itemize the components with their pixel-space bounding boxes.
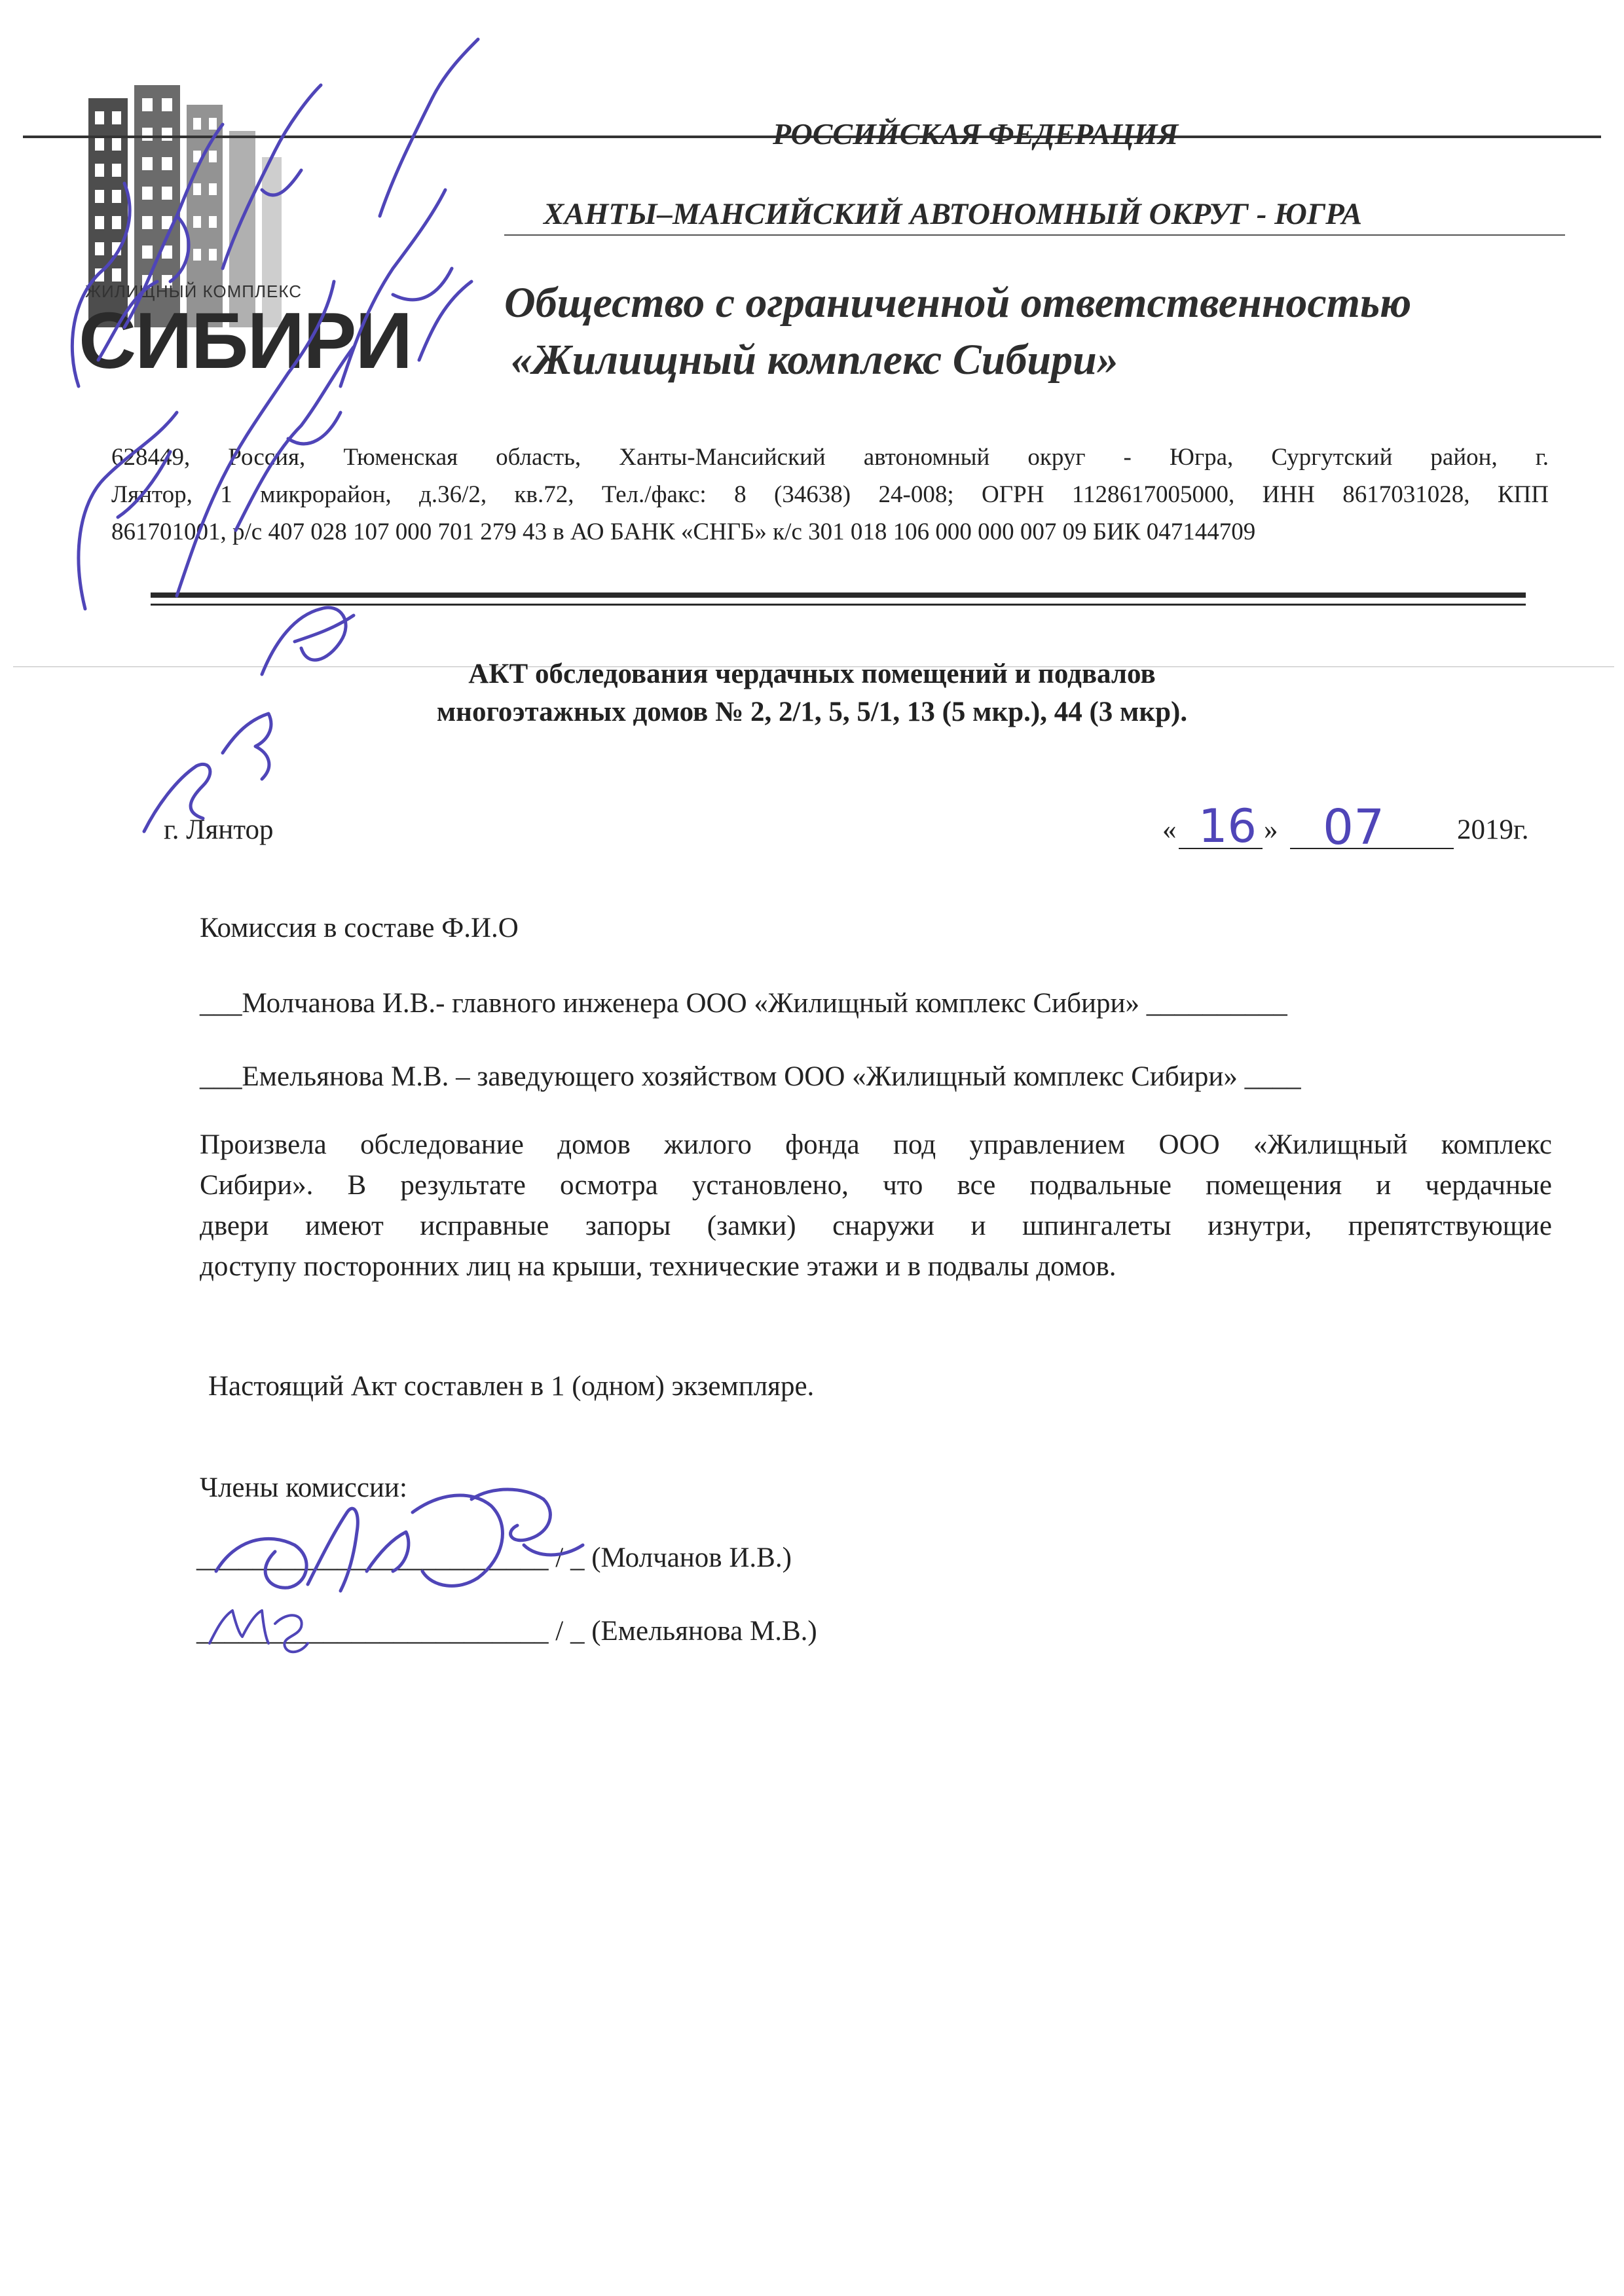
signature-line-1: _________________________ / _ (Молчанов И.В.): [196, 1542, 792, 1573]
commission-intro: Комиссия в составе Ф.И.О: [200, 913, 519, 943]
signature-emelyanova-icon: [203, 1597, 314, 1656]
copies-note: Настоящий Акт составлен в 1 (одном) экземпляре.: [208, 1371, 815, 1402]
inspection-paragraph: [200, 1125, 1552, 1287]
members-heading: Члены комиссии:: [200, 1472, 407, 1503]
date-year: 2019г.: [1457, 814, 1529, 845]
city: г. Лянтор: [164, 814, 274, 845]
logo-big-text: СИБИРИ: [79, 296, 412, 385]
paragraph-line-3: двери имеют исправные запоры (замки) снаружи и шпингалеты изнутри, препятствующие: [200, 1211, 1552, 1241]
commission-member-2: ___Емельянова М.В. – заведующего хозяйством ООО «Жилищный комплекс Сибири» ____: [200, 1061, 1301, 1092]
date-month: 07: [1323, 799, 1385, 856]
date-close-quote: »: [1264, 814, 1278, 845]
date-block: [1162, 799, 1555, 856]
country-heading: РОССИЙСКАЯ ФЕДЕРАЦИЯ: [773, 117, 1179, 151]
org-name-line1: Общество с ограниченной ответственностью: [504, 279, 1412, 327]
org-name-line2: «Жилищный комплекс Сибири»: [511, 336, 1118, 384]
paragraph-line-4: доступу посторонних лиц на крыши, технические этажи и в подвалы домов.: [200, 1251, 1116, 1282]
signature-line-2: _________________________ / _ (Емельянова М.В.): [196, 1616, 817, 1647]
region-heading: ХАНТЫ–МАНСИЙСКИЙ АВТОНОМНЫЙ ОКРУГ - ЮГРА: [544, 197, 1363, 231]
date-day: 16: [1198, 799, 1257, 853]
signature-molchanov-icon: [196, 1473, 589, 1597]
handwritten-resolution-icon: [26, 20, 524, 838]
address-line-3: 861701001, р/с 407 028 107 000 701 279 43 в АО БАНК «СНГБ» к/с 301 018 106 000 000 007 09 БИК 047144709: [111, 519, 1256, 545]
address-line-1: 628449, Россия, Тюменская область, Ханты-Мансийский автономный округ - Югра, Сургутский район, г.: [111, 444, 1549, 471]
paragraph-line-2: Сибири». В результате осмотра установлено, что все подвальные помещения и чердачные: [200, 1170, 1552, 1201]
act-title-line1: АКТ обследования чердачных помещений и подвалов: [468, 659, 1156, 689]
date-open-quote: «: [1162, 814, 1177, 845]
logo-small-text: ЖИЛИЩНЫЙ КОМПЛЕКС: [85, 282, 302, 301]
address-line-2: Лянтор, 1 микрорайон, д.36/2, кв.72, Тел./факс: 8 (34638) 24-008; ОГРН 1128617005000, ИНН 8617031028, КПП: [111, 481, 1549, 508]
paragraph-line-1: Произвела обследование домов жилого фонда под управлением ООО «Жилищный комплекс: [200, 1129, 1552, 1160]
commission-member-1: ___Молчанова И.В.- главного инженера ООО «Жилищный комплекс Сибири» __________: [200, 988, 1287, 1019]
act-title-line2: многоэтажных домов № 2, 2/1, 5, 5/1, 13 (5 мкр.), 44 (3 мкр).: [436, 697, 1188, 727]
header-region-rule: [504, 234, 1565, 236]
